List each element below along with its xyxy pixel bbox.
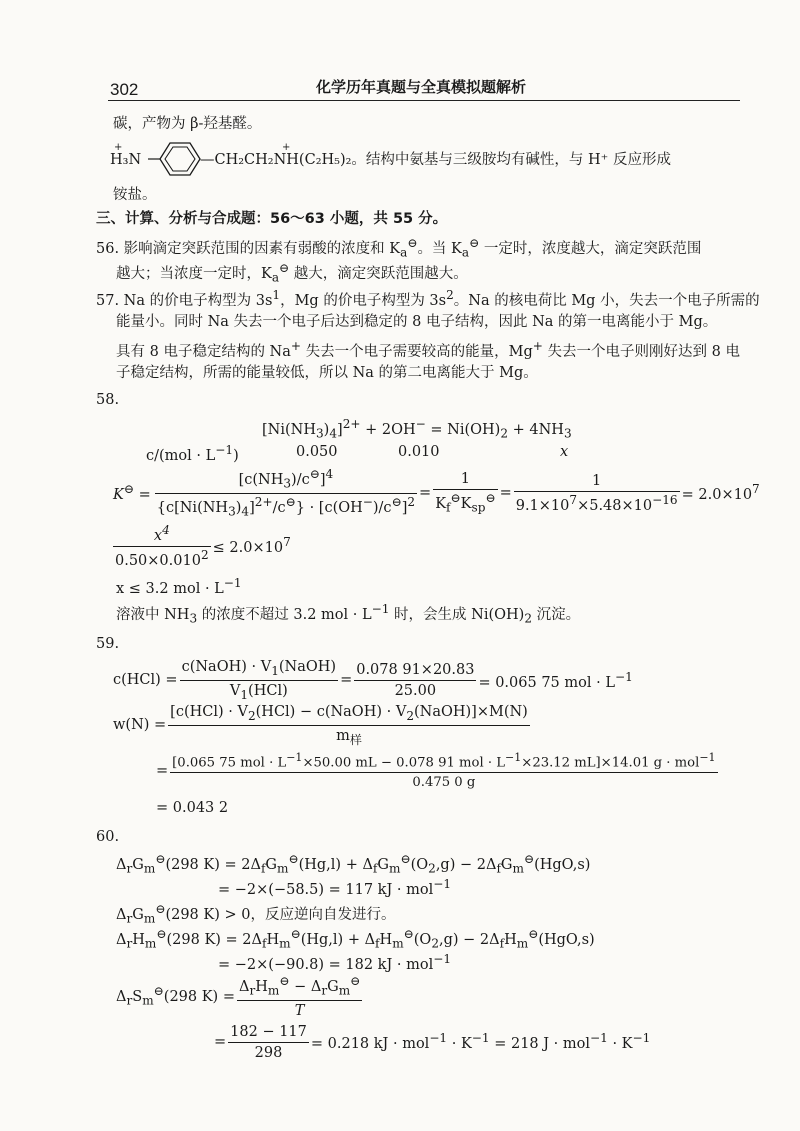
fraction <box>514 473 680 514</box>
fraction <box>180 659 338 703</box>
fraction-denominator: $m_样$ <box>336 727 362 747</box>
fraction-numerator: $[c(NH_3)/c^⊖]^4$ <box>155 468 417 494</box>
fraction <box>354 662 476 699</box>
page-header-title: 化学历年真题与全真模拟题解析 <box>316 78 527 96</box>
q58-x-result: x ≤ 3.2 mol · $L^{-1}$ <box>116 576 242 597</box>
q57-line: 能量小。同时 Na 失去一个电子后达到稳定的 8 电子结构，因此 Na 的第一电离能小于 Mg。 <box>116 314 718 330</box>
q59-number: 59. <box>96 636 120 652</box>
q59-w-expression <box>113 704 530 748</box>
q58-equation: $[Ni(NH_3)_4]^{2+} + 2OH^- = Ni(OH)_2 + 4NH_3$ <box>262 417 572 441</box>
fraction <box>113 524 211 569</box>
text-line: 碳，产物为 β-羟基醛。 <box>113 116 262 132</box>
q57-line: 57. Na 的价电子构型为 $3s^1$，Mg 的价电子构型为 $3s^2$。Na 的核电荷比 Mg 小，失去一个电子所需的 <box>96 288 760 309</box>
fraction-numerator: 0.078 91×20.83 <box>354 662 476 681</box>
formula-text: = 0.218 kJ · $mol^{-1} \cdot K^{-1} = 218$ $J \cdot mol^{-1} \cdot K^{-1}$ <box>310 1031 651 1053</box>
q57-line: 具有 8 电子稳定结构的 Na+ 失去一个电子需要较高的能量，Mg+ 失去一个电子则刚好达到 8 电 <box>116 339 740 360</box>
q57-line: 子稳定结构，所需的能量较低，所以 Na 的第二电离能大于 Mg。 <box>116 365 538 381</box>
section-heading: 三、计算、分析与合成题：56～63 小题，共 55 分。 <box>96 211 448 227</box>
q58-conclusion: 溶液中 $NH_3$ 的浓度不超过 3.2 mol · $L^{-1}$ 时，会生成 $Ni(OH)_2$ 沉淀。 <box>116 602 581 626</box>
fraction-denominator: $0.50\times 0.010^2$ <box>115 547 209 569</box>
formula-text: = <box>156 762 169 779</box>
fraction-denominator: 0.475 0 g <box>412 774 476 790</box>
q58-number: 58. <box>96 392 120 408</box>
q58-conc-label: $c/(mol \cdot L^{-1})$ <box>146 443 239 464</box>
q60-line: $\Delta_rG_m^⊖(298$ $K) = 2\Delta_fG_m^⊖(Hg,l) + \Delta_fG_m^⊖(O_2,g) - 2\Delta_fG_m^⊖(HgO,s)$ <box>116 852 591 876</box>
q58-K-expression <box>113 468 760 519</box>
fraction-numerator: 1 <box>433 471 497 490</box>
fraction <box>237 975 362 1019</box>
fraction-numerator: [0.065 75 mol · $L^{-1}\times 50.00$ mL − 0.078 91 mol · $L^{-1}\times 23.12$ mL]×14.01 g · mol$^{-1}$ <box>170 752 717 773</box>
fraction-denominator: $V_1(HCl)$ <box>229 682 288 702</box>
q60-line: $\Delta_rH_m^⊖(298$ $K) = 2\Delta_fH_m^⊖(Hg,l) + \Delta_fH_m^⊖(O_2,g) - 2\Delta_fH_m^⊖(HgO,s)$ <box>116 927 595 951</box>
q59-c-expression <box>113 659 633 703</box>
q58-conc-value: 0.010 <box>398 444 440 460</box>
formula-text: = <box>419 485 432 502</box>
fraction-denominator: T <box>294 1002 305 1019</box>
text-line: —CH₂CH₂NH(C₂H₅)₂。结构中氨基与三级胺均有碱性，与 H⁺ 反应形成 <box>200 152 671 168</box>
formula-text: $\Delta_rS_m^⊖(298$ K) = <box>116 984 235 1009</box>
q60-s-expression <box>116 975 362 1019</box>
fraction <box>170 752 717 790</box>
page-number: 302 <box>110 80 139 99</box>
formula-text: = <box>340 672 353 689</box>
formula-text: = <box>499 485 512 502</box>
fraction-numerator: c(NaOH) · $V_1(NaOH)$ <box>180 659 338 681</box>
charge-plus: + <box>114 142 123 153</box>
q60-s-result <box>214 1024 650 1061</box>
q59-w-substitution <box>156 752 718 790</box>
fraction-denominator: 25.00 <box>394 682 437 699</box>
q58-conc-value: 0.050 <box>296 444 338 460</box>
formula-text: c(HCl) = <box>113 672 178 689</box>
q56-line: 越大；当浓度一定时，$K_a^⊖$ 越大，滴定突跃范围越大。 <box>116 261 468 285</box>
fraction <box>155 468 417 519</box>
q60-line: $\Delta_rG_m^⊖(298$ K) > 0，反应逆向自发进行。 <box>116 902 396 926</box>
fraction <box>433 471 497 515</box>
formula-text: K⊖ = <box>113 482 151 504</box>
fraction-denominator: $9.1\times 10^7\times 5.48\times 10^{-16}$ <box>515 492 678 514</box>
fraction-denominator: $K_f^⊖K_{sp}^⊖$ <box>435 491 496 515</box>
fraction-denominator: 298 <box>254 1044 283 1061</box>
fraction-numerator: $x^4$ <box>113 524 211 547</box>
fraction <box>228 1024 309 1061</box>
fraction-numerator: [$c(HCl) \cdot V_2(HCl)$ − c(NaOH) · $V_2(NaOH)]\times M(N)$ <box>168 704 530 726</box>
q59-w-result: = 0.043 2 <box>156 800 229 816</box>
formula-text: ≤ $2.0\times 10^7$ <box>212 535 291 557</box>
q60-line: = −2×(−90.8) = 182 kJ · mol$^{-1}$ <box>218 952 452 973</box>
q58-conc-value: x <box>560 444 569 460</box>
text-line: 铵盐。 <box>113 187 157 203</box>
q56-line: 56. 影响滴定突跃范围的因素有弱酸的浓度和 $K_a^⊖$。当 $K_a^⊖$ 一定时，浓度越大，滴定突跃范围 <box>96 236 702 260</box>
q60-number: 60. <box>96 829 120 845</box>
fraction-denominator: $\{c[Ni(NH_3)_4]^{2+}/c^⊖\} \cdot [c(OH^-)/c^⊖]^2$ <box>156 494 416 519</box>
header-rule <box>108 100 740 101</box>
text-line: H₃N <box>110 152 142 168</box>
formula-text: = <box>214 1034 227 1051</box>
formula-text: = $2.0\times 10^7$ <box>681 482 760 504</box>
fraction-numerator: 1 <box>514 473 680 492</box>
fraction <box>168 704 530 748</box>
fraction-numerator: $\Delta_rH_m^⊖ - \Delta_rG_m^⊖$ <box>237 975 362 1001</box>
formula-text: = 0.065 75 mol · $L^{-1}$ <box>478 669 633 691</box>
q58-inequality <box>113 524 291 569</box>
formula-text: w(N) = <box>113 717 167 734</box>
charge-plus: + <box>282 142 291 153</box>
fraction-numerator: 182 − 117 <box>228 1024 309 1043</box>
q60-line: = −2×(−58.5) = 117 kJ · mol$^{-1}$ <box>218 877 452 898</box>
